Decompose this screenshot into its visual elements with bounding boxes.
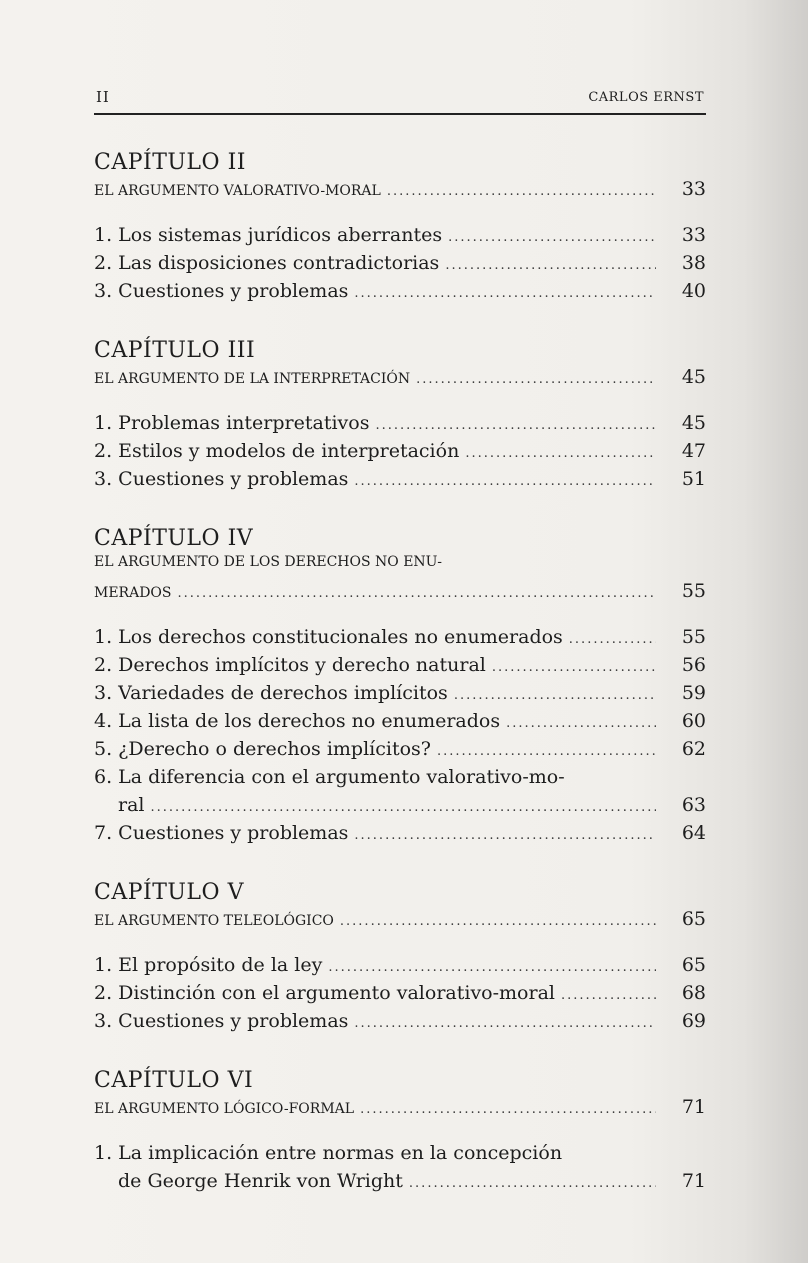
toc-entry [94,1170,706,1198]
chapter-title: CAPÍTULO V [94,880,244,905]
page-ref: 33 [681,224,706,246]
leader-dots [465,446,656,461]
toc-entry-text-continued: de George Henrik von Wright [118,1170,403,1192]
page-ref: 59 [681,682,706,704]
chapter-subtitle-continued: MERADOS [94,585,172,601]
page-ref: 68 [681,982,706,1004]
page-ref: 38 [681,252,706,274]
page-ref: 64 [681,822,706,844]
leader-dots [151,800,657,815]
leader-dots [416,372,656,387]
page-ref: 40 [681,280,706,302]
toc-entry-text: 2. Estilos y modelos de interpretación [94,440,460,462]
toc-entry-text: 3. Variedades de derechos implícitos [94,682,448,704]
toc-entry-text: 1. El propósito de la ley [94,954,323,976]
toc-entry-text: 4. La lista de los derechos no enumerados [94,710,501,732]
leader-dots [354,474,656,489]
toc-entry-text: 6. La diferencia con el argumento valorativo-mo- [94,766,565,788]
leader-dots [506,716,656,731]
toc-entry [94,412,706,440]
chapter-4 [94,524,706,850]
toc-entry [94,738,706,766]
leader-dots [569,632,656,647]
chapter-subtitle: EL ARGUMENTO DE LA INTERPRETACIÓN [94,371,411,387]
page-number: II [96,88,110,106]
chapter-subtitle-row [94,908,706,938]
chapter-subtitle-row [94,366,706,396]
toc-entry-text: 2. Las disposiciones contradictorias [94,252,440,274]
table-of-contents [94,148,706,1226]
chapter-subtitle: EL ARGUMENTO VALORATIVO-MORAL [94,183,381,199]
running-author: CARLOS ERNST [588,90,704,105]
toc-entry [94,224,706,252]
leader-dots [340,914,656,929]
chapter-subtitle: EL ARGUMENTO TELEOLÓGICO [94,913,334,929]
toc-entry-text: 2. Derechos implícitos y derecho natural [94,654,486,676]
leader-dots [492,660,656,675]
page-ref: 71 [681,1170,706,1192]
toc-entry [94,682,706,710]
page-ref: 69 [681,1010,706,1032]
chapter-5 [94,878,706,1038]
page-ref: 65 [681,954,706,976]
chapter-subtitle: EL ARGUMENTO DE LOS DERECHOS NO ENU- [94,554,442,570]
chapter-3 [94,336,706,496]
chapter-subtitle: EL ARGUMENTO LÓGICO-FORMAL [94,1101,355,1117]
toc-entry [94,252,706,280]
toc-entry-text: 3. Cuestiones y problemas [94,280,349,302]
toc-entry-text: 1. Los derechos constitucionales no enumerados [94,626,563,648]
leader-dots [448,230,656,245]
leader-dots [178,586,657,601]
toc-entry [94,982,706,1010]
leader-dots [454,688,656,703]
page-ref: 45 [681,412,706,434]
page-ref: 71 [681,1096,706,1118]
header-rule [94,113,706,115]
toc-entry [94,1010,706,1038]
leader-dots [437,744,656,759]
toc-entry [94,654,706,682]
leader-dots [354,828,656,843]
leader-dots [354,286,656,301]
toc-entry-text: 5. ¿Derecho o derechos implícitos? [94,738,431,760]
running-header [94,88,706,114]
toc-entry [94,468,706,496]
page-ref: 47 [681,440,706,462]
leader-dots [387,184,656,199]
page-ref: 55 [681,626,706,648]
leader-dots [445,258,656,273]
leader-dots [375,418,656,433]
toc-entry-text: 1. Problemas interpretativos [94,412,370,434]
toc-entry-text: 1. Los sistemas jurídicos aberrantes [94,224,443,246]
toc-entry-text: 3. Cuestiones y problemas [94,1010,349,1032]
page-ref: 63 [681,794,706,816]
toc-entry-text: 2. Distinción con el argumento valorativo-moral [94,982,555,1004]
toc-entry [94,954,706,982]
leader-dots [354,1016,656,1031]
chapter-6 [94,1066,706,1198]
toc-entry-text: 1. La implicación entre normas en la concepción [94,1142,563,1164]
toc-entry-text: 7. Cuestiones y problemas [94,822,349,844]
chapter-subtitle-row [94,580,706,610]
toc-entry-text: 3. Cuestiones y problemas [94,468,349,490]
chapter-title: CAPÍTULO IV [94,526,254,551]
leader-dots [360,1102,656,1117]
leader-dots [328,960,656,975]
page-ref: 51 [681,468,706,490]
toc-entry [94,626,706,654]
page-ref: 65 [681,908,706,930]
page-ref: 62 [681,738,706,760]
toc-entry [94,280,706,308]
leader-dots [409,1176,656,1191]
toc-entry [94,440,706,468]
page-ref: 60 [681,710,706,732]
toc-entry [94,794,706,822]
page-ref: 45 [681,366,706,388]
page-ref: 56 [681,654,706,676]
toc-entry-text-continued: ral [118,794,145,816]
toc-entry [94,822,706,850]
chapter-title: CAPÍTULO III [94,338,256,363]
chapter-subtitle-row [94,178,706,208]
chapter-2 [94,148,706,308]
page-ref: 33 [681,178,706,200]
page-ref: 55 [681,580,706,602]
leader-dots [561,988,656,1003]
chapter-title: CAPÍTULO II [94,150,246,175]
chapter-title: CAPÍTULO VI [94,1068,254,1093]
chapter-subtitle-row [94,1096,706,1126]
toc-entry [94,710,706,738]
